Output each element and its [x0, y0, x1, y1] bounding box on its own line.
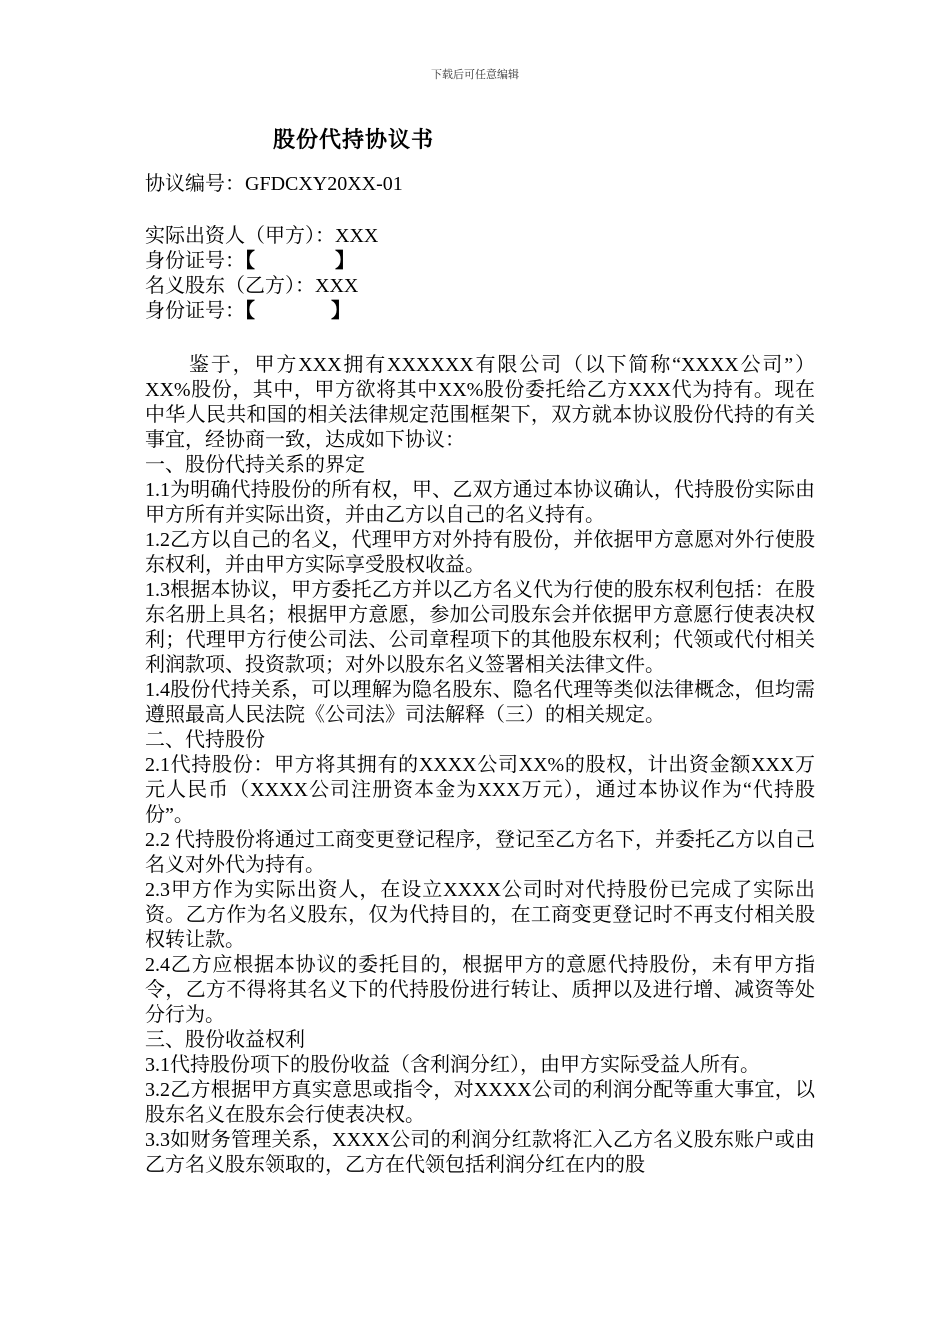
party-b-id-bracket-open: 【 — [245, 300, 255, 322]
party-a-line: 实际出资人（甲方）：XXX — [145, 225, 379, 247]
spacer — [145, 324, 815, 353]
document-body — [145, 172, 815, 1178]
document-title: 股份代持协议书 — [273, 127, 435, 152]
party-a-id-label: 身份证号： — [145, 250, 245, 272]
clause-1-4: 1.4股份代持关系，可以理解为隐名股东、隐名代理等类似法律概念，但均需遵照最高人民法院《公司法》司法解释（三）的相关规定。 — [145, 679, 815, 726]
clause-3-3: 3.3如财务管理关系，XXXX公司的利润分红款将汇入乙方名义股东账户或由乙方名义股东领取的，乙方在代领包括利润分红在内的股 — [145, 1129, 815, 1176]
spacer — [145, 197, 815, 224]
clause-2-1: 2.1代持股份：甲方将其拥有的XXXX公司XX%的股权，计出资金额XXX万元人民币（XXXX公司注册资本金为XXX万元），通过本协议作为“代持股份”。 — [145, 754, 815, 826]
clause-2-3: 2.3甲方作为实际出资人，在设立XXXX公司时对代持股份已完成了实际出资。乙方作为名义股东，仅为代持目的，在工商变更登记时不再支付相关股权转让款。 — [145, 879, 815, 951]
preamble-paragraph: 鉴于，甲方XXX拥有XXXXXX有限公司（以下简称“XXXX公司”）XX%股份，其中，甲方欲将其中XX%股份委托给乙方XXX代为持有。现在中华人民共和国的相关法律规定范围框架下，双方就本协议股份代持的有关事宜，经协商一致，达成如下协议： — [145, 354, 815, 451]
clause-2-2: 2.2 代持股份将通过工商变更登记程序，登记至乙方名下，并委托乙方以自己名义对外代为持有。 — [145, 829, 815, 876]
party-b-id-line — [145, 299, 815, 324]
clause-3-2: 3.2乙方根据甲方真实意思或指令，对XXXX公司的利润分配等重大事宜，以股东名义在股东会行使表决权。 — [145, 1079, 815, 1126]
clause-3-1: 3.1代持股份项下的股份收益（含利润分红），由甲方实际受益人所有。 — [145, 1054, 760, 1076]
agreement-number: 协议编号：GFDCXY20XX-01 — [145, 173, 403, 195]
clause-1-3: 1.3根据本协议，甲方委托乙方并以乙方名义代为行使的股东权利包括：在股东名册上具名；根据甲方意愿，参加公司股东会并依据甲方意愿行使表决权利；代理甲方行使公司法、公司章程项下的其他股东权利；代领或代付相关利润款项、投资款项；对外以股东名义签署相关法律文件。 — [145, 579, 815, 676]
page-header: 下载后可任意编辑 — [431, 69, 519, 81]
party-b-id-bracket-close: 】 — [331, 300, 351, 322]
clause-1-1: 1.1为明确代持股份的所有权，甲、乙双方通过本协议确认，代持股份实际由甲方所有并实际出资，并由乙方以自己的名义持有。 — [145, 479, 815, 526]
party-a-id-line — [145, 249, 815, 274]
party-a-id-bracket-close: 】 — [335, 250, 355, 272]
section-heading-1: 一、股份代持关系的界定 — [145, 454, 365, 476]
party-b-id-label: 身份证号： — [145, 300, 245, 322]
section-heading-2: 二、代持股份 — [145, 729, 265, 751]
clause-1-2: 1.2乙方以自己的名义，代理甲方对外持有股份，并依据甲方意愿对外行使股东权利，并由甲方实际享受股权收益。 — [145, 529, 815, 576]
party-b-line: 名义股东（乙方）：XXX — [145, 275, 359, 297]
party-a-id-bracket-open: 【 — [245, 250, 255, 272]
section-heading-3: 三、股份收益权利 — [145, 1029, 305, 1051]
clause-2-4: 2.4乙方应根据本协议的委托目的，根据甲方的意愿代持股份，未有甲方指令，乙方不得将其名义下的代持股份进行转让、质押以及进行增、减资等处分行为。 — [145, 954, 815, 1026]
